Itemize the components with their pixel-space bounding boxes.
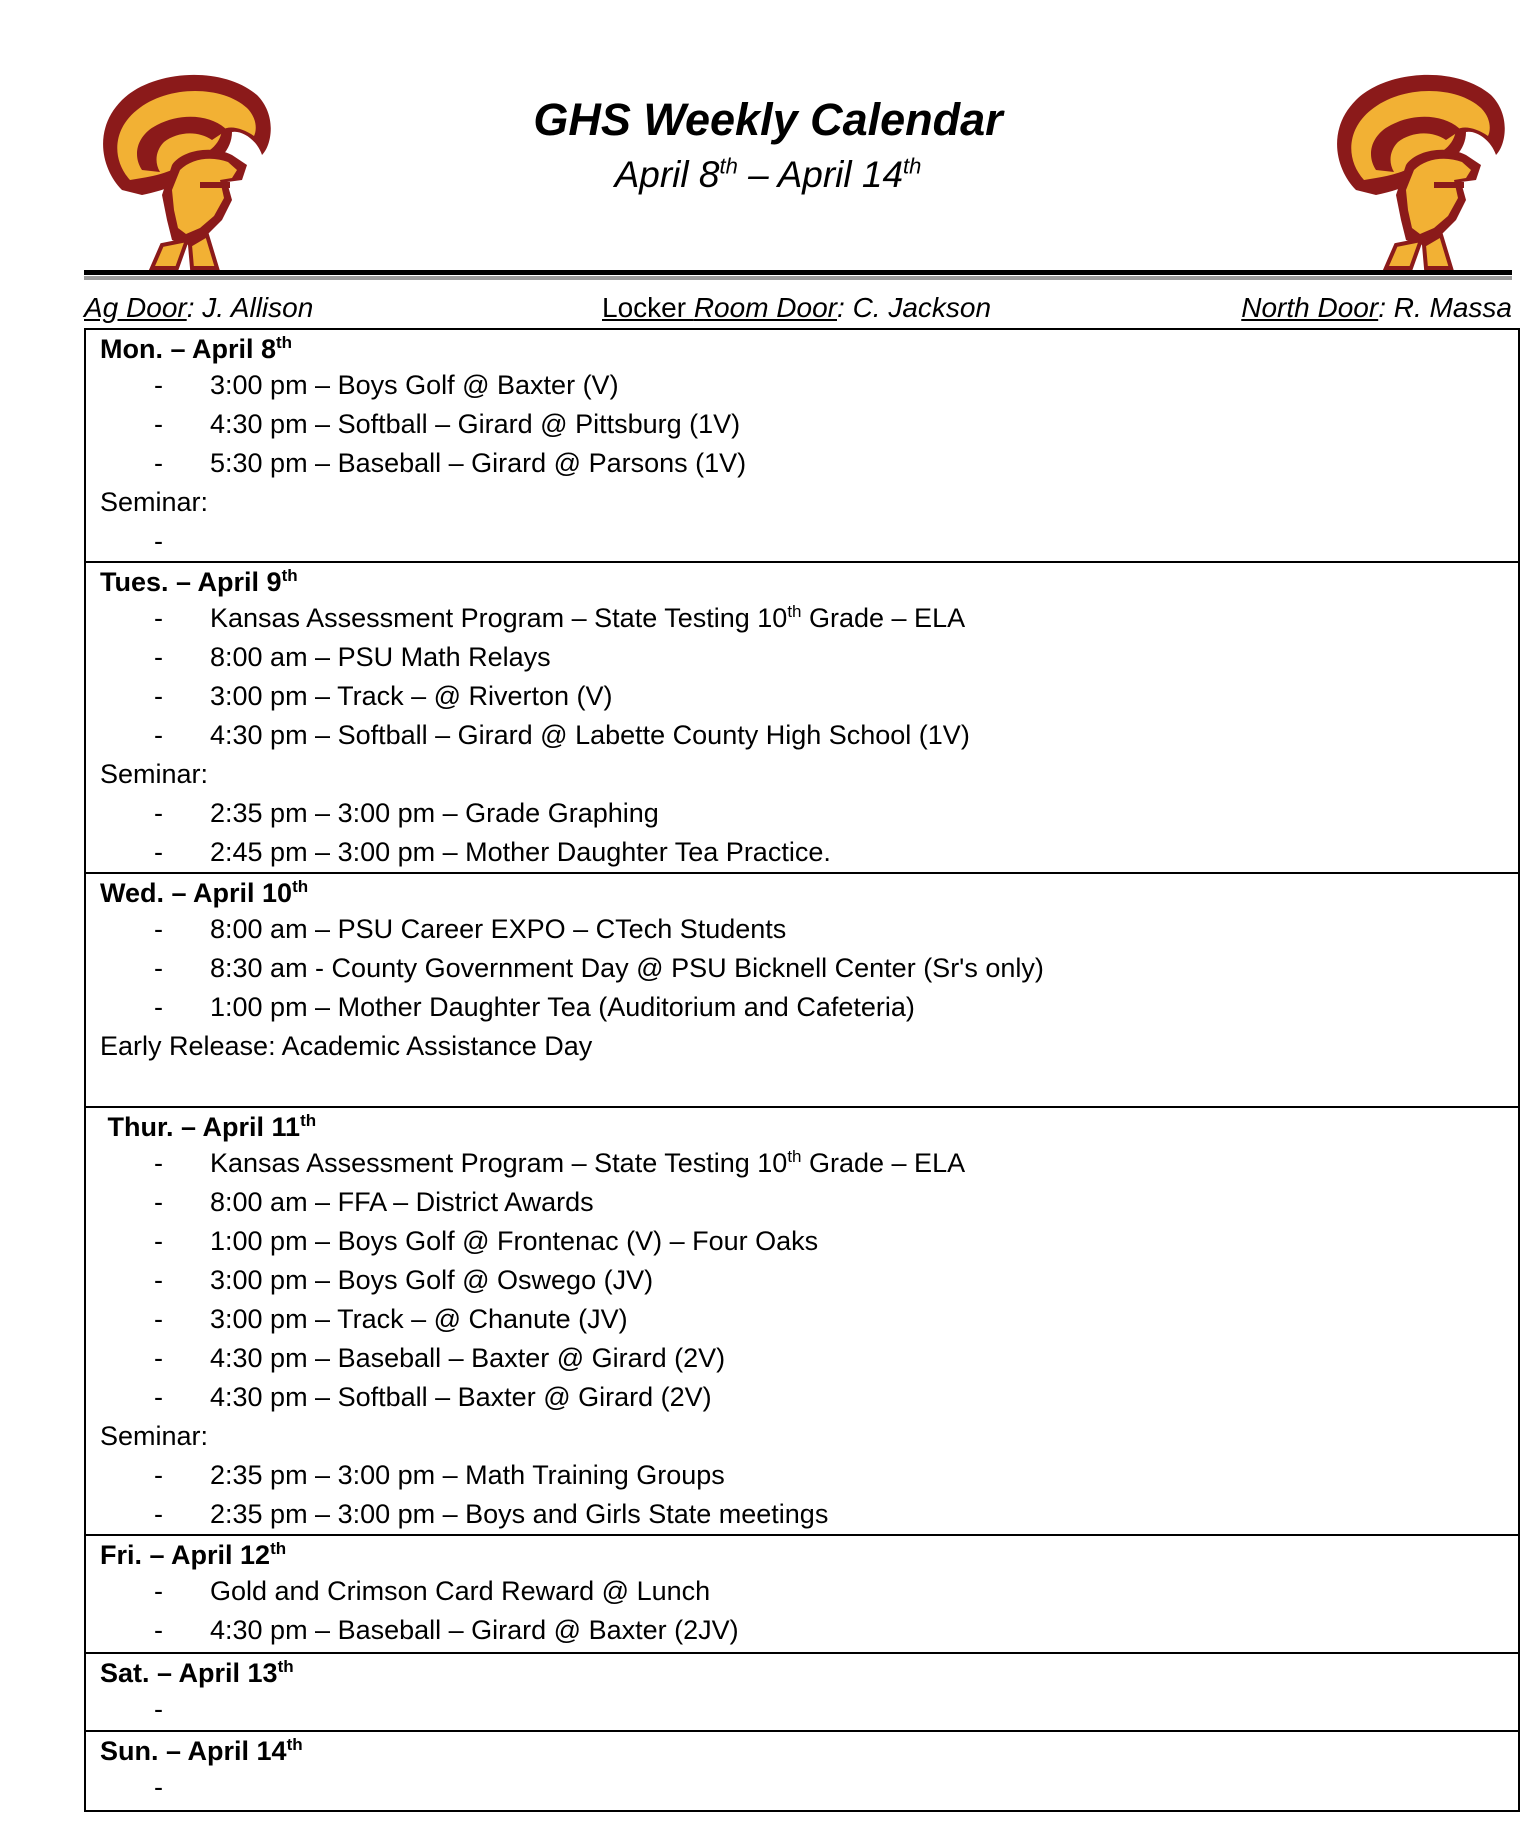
door-ag-label: Ag Door [84, 292, 187, 323]
day-monday [86, 330, 1518, 563]
subtitle-sep: – April 14 [737, 154, 904, 195]
list-item: - 1:00 pm – Mother Daughter Tea (Auditorium and Cafeteria) [154, 992, 915, 1022]
list-item: - 4:30 pm – Baseball – Baxter @ Girard (2V) [154, 1343, 726, 1373]
list-item: - 3:00 pm – Boys Golf @ Oswego (JV) [154, 1265, 654, 1295]
day-heading: Sat. – April 13th [100, 1657, 294, 1688]
list-item: - 2:35 pm – 3:00 pm – Boys and Girls State meetings [154, 1499, 829, 1529]
list-item: - Kansas Assessment Program – State Testing 10th Grade – ELA [154, 1147, 966, 1178]
list-item: - 5:30 pm – Baseball – Girard @ Parsons (1V) [154, 448, 747, 478]
subtitle-end-sup: th [903, 153, 922, 179]
seminar-label: Seminar: [100, 487, 209, 517]
list-item: - 2:45 pm – 3:00 pm – Mother Daughter Tea Practice. [154, 837, 831, 867]
list-item: - 4:30 pm – Softball – Girard @ Labette County High School (1V) [154, 720, 970, 750]
list-item: - 2:35 pm – 3:00 pm – Math Training Groups [154, 1460, 725, 1490]
list-item: - 3:00 pm – Boys Golf @ Baxter (V) [154, 370, 619, 400]
list-item: - 4:30 pm – Softball – Girard @ Pittsburg (1V) [154, 409, 741, 439]
day-heading: Thur. – April 11th [100, 1111, 317, 1142]
day-heading: Mon. – April 8th [100, 333, 293, 364]
list-item: - Kansas Assessment Program – State Testing 10th Grade – ELA [154, 602, 966, 633]
door-locker-label-plain: Locker [602, 292, 694, 323]
day-saturday [86, 1654, 1518, 1732]
door-locker-label: Room Door [693, 292, 837, 323]
page-title: GHS Weekly Calendar [533, 94, 1003, 145]
door-ag [84, 290, 313, 326]
weekly-calendar [84, 328, 1520, 1812]
door-north-sep: : [1378, 292, 1394, 323]
header-rule-shadow [84, 276, 1512, 280]
day-wednesday [86, 874, 1518, 1108]
early-release-label: Early Release: Academic Assistance Day [100, 1031, 593, 1061]
list-item: - 8:00 am – FFA – District Awards [154, 1187, 594, 1217]
list-item: - 4:30 pm – Baseball – Girard @ Baxter (2JV) [154, 1615, 739, 1645]
door-north-label: North Door [1241, 292, 1379, 323]
day-tuesday [86, 563, 1518, 874]
door-ag-name: J. Allison [202, 292, 314, 323]
door-north-name: R. Massa [1393, 292, 1512, 323]
day-thursday [86, 1108, 1518, 1536]
subtitle-start-sup: th [719, 153, 738, 179]
list-item: - Gold and Crimson Card Reward @ Lunch [154, 1576, 711, 1606]
list-item: - 3:00 pm – Track – @ Chanute (JV) [154, 1304, 628, 1334]
header-rule [84, 270, 1512, 275]
list-item: - 8:00 am – PSU Math Relays [154, 642, 551, 672]
list-item: - [154, 1694, 163, 1724]
list-item: - 2:35 pm – 3:00 pm – Grade Graphing [154, 798, 659, 828]
seminar-label: Seminar: [100, 1421, 209, 1451]
list-item: - 4:30 pm – Softball – Baxter @ Girard (2V) [154, 1382, 712, 1412]
door-assignments [84, 290, 1512, 326]
door-locker-sep: : [837, 292, 853, 323]
page-subtitle [0, 150, 1536, 200]
list-item: - 8:00 am – PSU Career EXPO – CTech Students [154, 914, 787, 944]
day-heading: Tues. – April 9th [100, 566, 298, 597]
door-ag-sep: : [186, 292, 203, 323]
list-item: - [154, 526, 163, 556]
list-item: - 1:00 pm – Boys Golf @ Frontenac (V) – Four Oaks [154, 1226, 819, 1256]
day-heading: Sun. – April 14th [100, 1735, 303, 1766]
door-locker-name: C. Jackson [852, 292, 992, 323]
list-item: - 3:00 pm – Track – @ Riverton (V) [154, 681, 613, 711]
list-item: - [154, 1772, 163, 1802]
day-friday [86, 1536, 1518, 1654]
door-locker-room [602, 290, 991, 326]
day-heading: Fri. – April 12th [100, 1539, 287, 1570]
door-north [1241, 290, 1512, 326]
day-sunday [86, 1732, 1518, 1810]
subtitle-start: April 8 [614, 154, 720, 195]
seminar-label: Seminar: [100, 759, 209, 789]
list-item: - 8:30 am - County Government Day @ PSU Bicknell Center (Sr's only) [154, 953, 1044, 983]
day-heading: Wed. – April 10th [100, 877, 309, 908]
